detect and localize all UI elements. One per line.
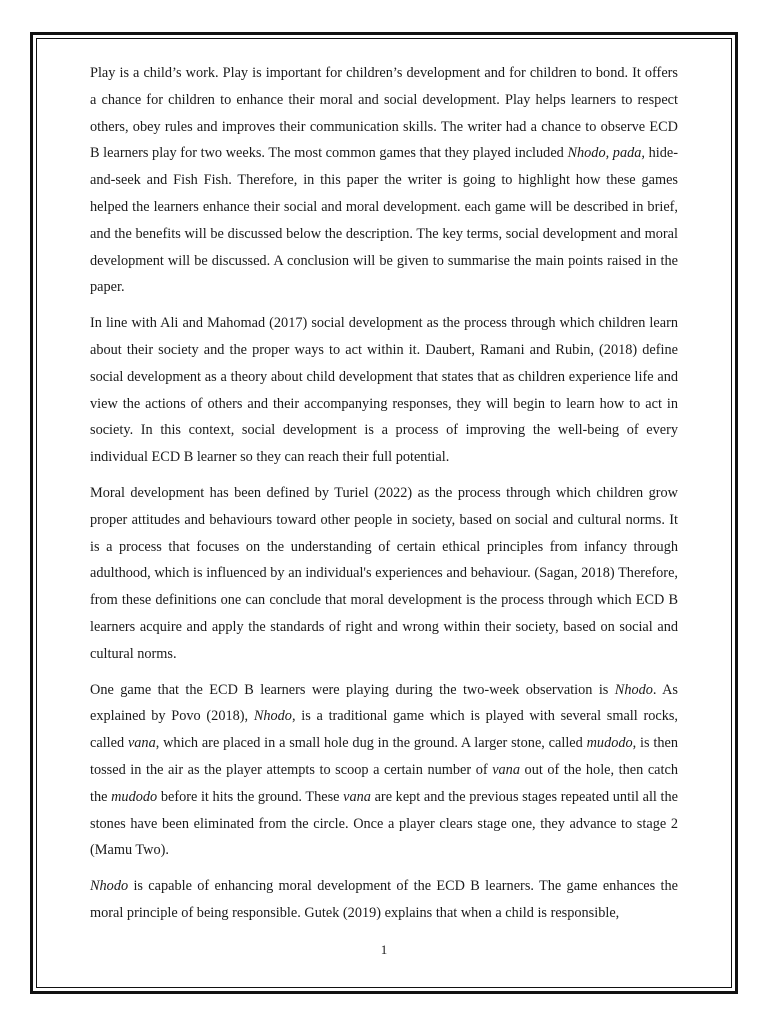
- text-run: , which are placed in a small hole dug in the ground. A larger stone, called: [155, 735, 587, 752]
- italic-term: vana: [343, 788, 371, 805]
- text-run: , is a traditional game which is played with several small rocks, called: [90, 708, 678, 752]
- paragraph-social-development: [90, 310, 678, 471]
- text-run: hide-and-seek and Fish Fish. Therefore, in this paper the writer is going to highlight how these games helped the learners enhance their social and moral development. each game will be described in brief, and the benefits will be discussed below the description. The key terms, social development and moral development will be discussed. A conclusion will be given to summarise the main points raised in the paper.: [90, 145, 678, 296]
- text-run: are kept and the previous stages repeated until all the stones have been eliminated from the circle. Once a player clears stage one, they advance to stage 2 (Mamu Two).: [90, 788, 679, 859]
- text-run: In line with Ali and Mahomad (2017) social development as the process through which children learn about their society and the proper ways to act within it. Daubert, Ramani and Rubin, (2018) define social development as a theory about child development that states that as children experience life and view the actions of others and their accompanying responses, they will begin to learn how to act in society. In this context, social development is a process of improving the well-being of every individual ECD B learner so they can reach their full potential.: [90, 315, 678, 466]
- text-run: . As explained by Povo (2018),: [90, 681, 678, 725]
- document-body: [90, 60, 678, 936]
- italic-term: vana: [492, 761, 520, 778]
- italic-term: mudodo: [586, 735, 633, 752]
- paragraph-nhodo-description: [90, 677, 678, 865]
- text-run: out of the hole, then catch the: [90, 761, 678, 805]
- italic-term: Nhodo: [614, 681, 653, 698]
- italic-term: mudodo: [111, 788, 158, 805]
- italic-term: Nhodo: [253, 708, 292, 725]
- paragraph-moral-development: [90, 480, 678, 668]
- paragraph-intro: [90, 60, 678, 301]
- page-number: 1: [380, 942, 388, 957]
- italic-term: Nhodo, pada,: [567, 145, 645, 162]
- text-run: is capable of enhancing moral development of the ECD B learners. The game enhances the moral principle of being responsible. Gutek (2019) explains that when a child is responsible,: [90, 878, 678, 921]
- text-run: Moral development has been defined by Turiel (2022) as the process through which children grow proper attitudes and behaviours toward other people in society, based on social and cultural norms. It is a process that focuses on the understanding of certain ethical principles from infancy through adulthood, which is influenced by an individual's experiences and behaviour. (Sagan, 2018) Therefore, from these definitions one can conclude that moral development is the process through which ECD B learners acquire and apply the standards of right and wrong within their society, based on social and cultural norms.: [90, 484, 678, 662]
- italic-term: Nhodo: [90, 878, 129, 895]
- paragraph-nhodo-moral: [90, 873, 678, 927]
- italic-term: vana: [127, 735, 156, 752]
- text-run: before it hits the ground. These: [157, 788, 344, 805]
- text-run: One game that the ECD B learners were playing during the two-week observation is: [90, 681, 615, 698]
- text-run: Play is a child’s work. Play is important for children’s development and for children to bond. It offers a chance for children to enhance their moral and social development. Play helps learners to respect others, obey rules and improves their communication skills. The writer had a chance to observe ECD B learners play for two weeks. The most common games that they played included: [90, 65, 678, 162]
- text-run: , is then tossed in the air as the player attempts to scoop a certain number of: [90, 735, 678, 778]
